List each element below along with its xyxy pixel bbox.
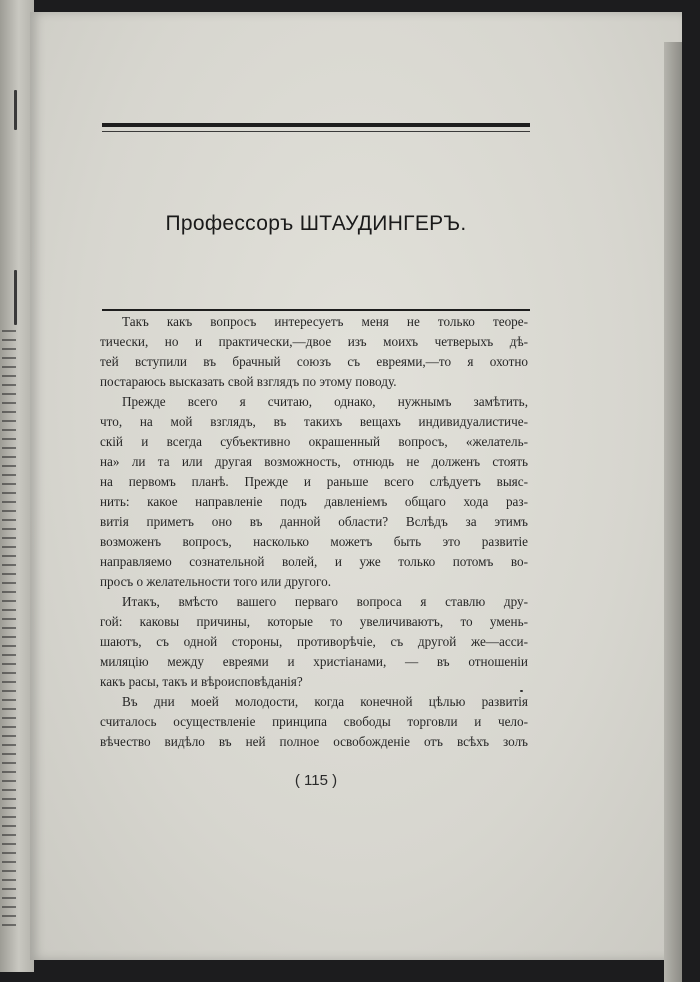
previous-page-text-fragment: [2, 330, 16, 930]
text-line: Такъ какъ вопросъ интересуетъ меня не только теоре-: [122, 314, 528, 329]
header-rule-thin: [102, 131, 530, 132]
header-rule-thick: [102, 123, 530, 127]
text-line: считалось осуществленіе принципа свободы торговли и чело-: [100, 714, 528, 729]
text-line: нить: какое направленіе подъ давленіемъ общаго хода раз-: [100, 494, 528, 509]
page-number: ( 115 ): [294, 772, 338, 789]
text-line: Прежде всего я считаю, однако, нужнымъ замѣтить,: [122, 394, 528, 409]
paragraph: [100, 692, 528, 752]
text-line: постараюсь высказать свой взглядъ по этому поводу.: [100, 374, 397, 389]
chapter-title: Профессоръ ШТАУДИНГЕРЪ.: [165, 212, 467, 235]
paragraph: [100, 392, 528, 592]
text-line: вѣчество видѣло въ ней полное освобожденіе отъ всѣхъ золъ: [100, 734, 528, 749]
text-line: на первомъ планѣ. Прежде и раньше всего слѣдуетъ выяс-: [100, 474, 528, 489]
text-line: Итакъ, вмѣсто вашего перваго вопроса я ставлю дру-: [122, 594, 528, 609]
paragraph: [100, 312, 528, 392]
text-line: просъ о желательности того или другого.: [100, 574, 331, 589]
body-text: [100, 312, 528, 752]
previous-page-rule: [14, 90, 17, 130]
text-line: на» ли та или другая возможность, отнюдь не долженъ стоять: [100, 454, 528, 469]
text-line: что, на мой взглядъ, въ такихъ вещахъ индивидуалистиче-: [100, 414, 528, 429]
text-line: витія приметъ оно въ данной области? Вслѣдъ за этимъ: [100, 514, 528, 529]
title-rule: [102, 309, 530, 311]
ink-speck: [520, 690, 523, 692]
text-line: гой: каковы причины, которые то увеличиваютъ, то умень-: [100, 614, 528, 629]
previous-page-rule: [14, 270, 17, 325]
text-line: возможенъ вопросъ, насколько можетъ быть это развитіе: [100, 534, 528, 549]
page-stack-edge: [664, 42, 682, 982]
text-line: Въ дни моей молодости, когда конечной цѣлью развитія: [122, 694, 528, 709]
text-line: какъ расы, такъ и вѣроисповѣданія?: [100, 674, 303, 689]
previous-page-edge: [0, 0, 34, 972]
text-line: тически, но и практически,—двое изъ моихъ четверыхъ дѣ-: [100, 334, 528, 349]
text-line: миляцію между евреями и христіанами, — въ отношеніи: [100, 654, 528, 669]
text-line: направляемо сознательной волей, и уже только потомъ во-: [100, 554, 528, 569]
paragraph: [100, 592, 528, 692]
text-line: шаютъ, съ одной стороны, противорѣчіе, съ другой же—асси-: [100, 634, 528, 649]
text-line: скій и всегда субъективно окрашенный вопросъ, «желатель-: [100, 434, 528, 449]
text-line: тей вступили въ брачный союзъ съ евреями,—то я охотно: [100, 354, 528, 369]
